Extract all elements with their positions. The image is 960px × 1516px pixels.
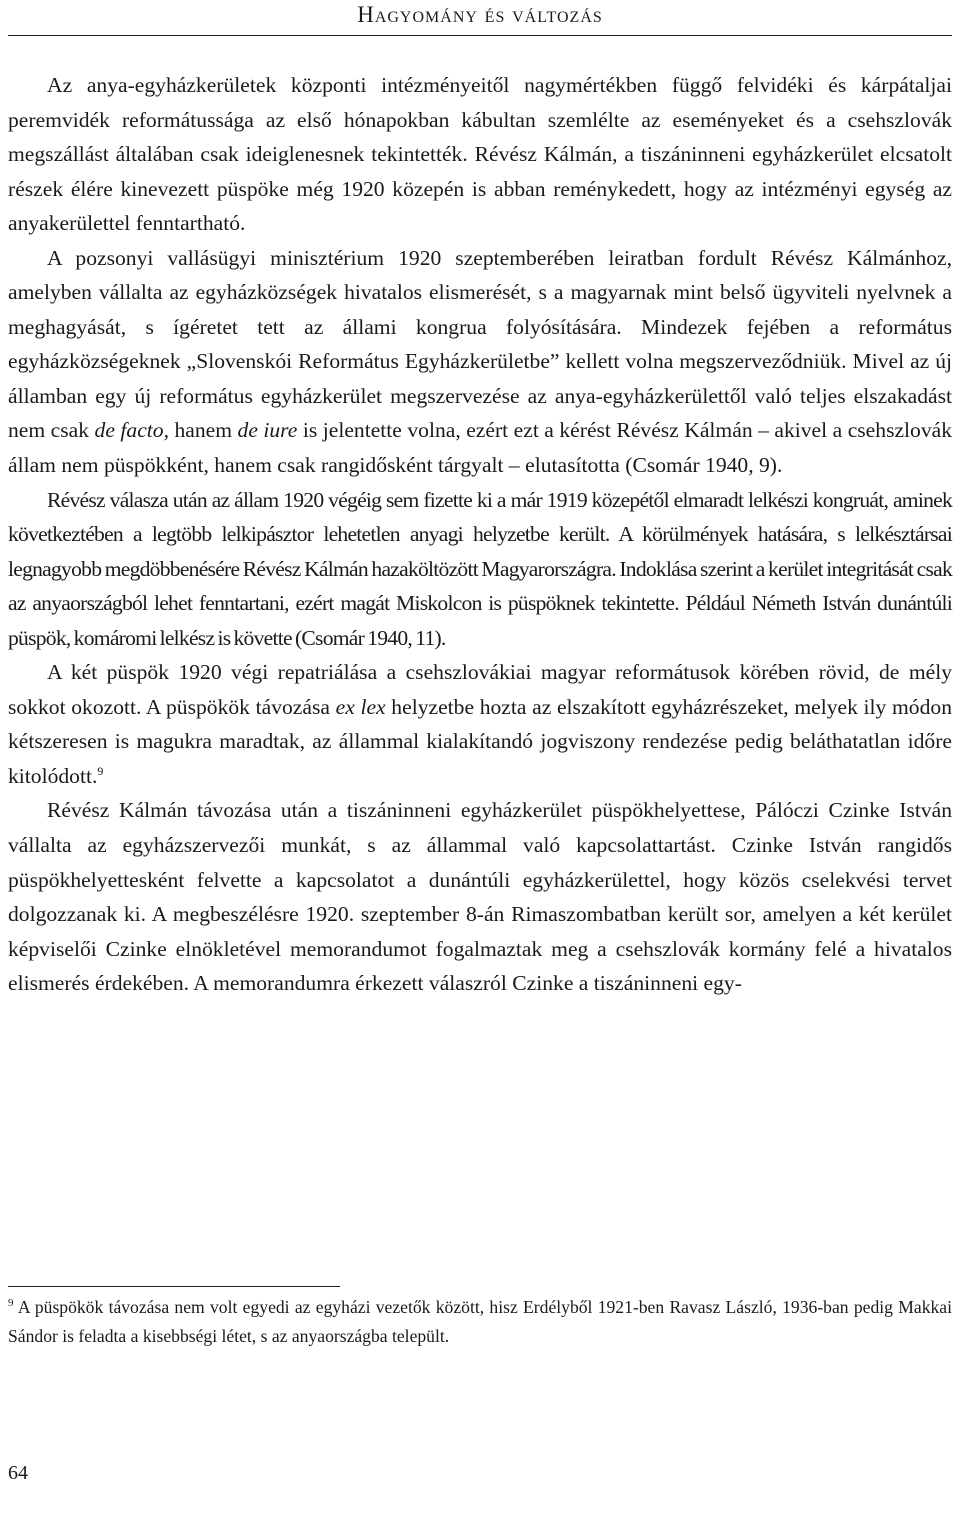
paragraph-3: Révész válasza után az állam 1920 végéig sem fizette ki a már 1919 közepétől elmaradt lelkészi kongruát, aminek következtében a legtöbb lelkipásztor lehetetlen anyagi helyzetbe került. A körülmények hatására, s lelkésztársai legnagyobb megdöbbenésére Révész Kálmán hazaköltözött Magyarországra. Indoklása szerint a kerület integritását csak az anyaországból lehet fenntartani, ezért magát Miskolcon is püspöknek tekintette. Például Németh István dunántúli püspök, komáromi lelkész is követte (Csomár 1940, 11). (8, 487, 952, 650)
italic-de-iure: de iure (237, 418, 298, 443)
paragraph-2-text-b: hanem (168, 418, 238, 443)
paragraph-2-text-a: A pozsonyi vallásügyi minisztérium 1920 szeptemberében leiratban fordult Révész Kálmánhoz, amelyben vállalta az egyházközségek hivatalos elismerését, s a magyarnak mint belső ügyviteli nyelvnek a meghagyását, s ígéretet tett az állami kongrua folyósítására. Mindezek fejében a református egyházközségeknek „Slovenskói Református Egyházkerületbe” kellett volna megszerveződniük. Mivel az új államban egy új református egyházkerület megszervezése az anya-egyházkerülettől való teljes elszakadást nem csak (8, 245, 952, 443)
footnote-text: A püspökök távozása nem volt egyedi az egyházi vezetők között, hisz Erdélyből 1921-ben Ravasz László, 1936-ban pedig Makkai Sándor is feladta a kisebbségi létet, s az anyaországba települt. (8, 1297, 952, 1346)
running-header (8, 0, 952, 36)
footnote-number: 9 (8, 1297, 14, 1309)
footnote-divider (8, 1286, 340, 1287)
page-number: 64 (8, 1462, 28, 1484)
footnote (8, 1293, 952, 1351)
footnote-reference[interactable]: 9 (97, 763, 104, 778)
footnote-9 (8, 1293, 952, 1351)
body-text (8, 68, 952, 1001)
running-header-title: Hagyomány és változás (357, 2, 603, 27)
paragraph-5: Révész Kálmán távozása után a tiszáninneni egyházkerület püspökhelyettese, Pálóczi Czinke István vállalta az egyházszervezői munkát, s az állammal való kapcsolattartást. Czinke István rangidős püspökhelyettesként felvette a kapcsolatot a dunántúli egyházkerülettel, hogy közös cselekvési tervet dolgozzanak ki. A megbeszélésre 1920. szeptember 8-án Rimaszombatban került sor, amelyen a két kerület képviselői Czinke elnökletével memorandumot fogalmaztak meg a csehszlovák kormány felé a hivatalos elismerés érdekében. A memorandumra érkezett válaszról Czinke a tiszáninneni egy- (8, 798, 952, 996)
paragraph-2-text-c: is jelentette volna, ezért ezt a kérést Révész Kálmán – akivel a csehszlovák állam nem püspökként, hanem csak rangidősként tárgyalt – elutasította (Csomár 1940, 9). (8, 418, 953, 478)
italic-ex-lex: ex lex (335, 694, 386, 719)
italic-de-facto: de facto, (94, 418, 169, 443)
paragraph-4-text-a: A két püspök 1920 végi repatriálása a csehszlovákiai magyar reformátusok körében rövid, de mély sokkot okozott. A püspökök távozása (8, 660, 952, 719)
paragraph-1: Az anya-egyházkerületek központi intézményeitől nagymértékben függő felvidéki és kárpátaljai peremvidék reformátussága az első hónapokban kábultan szemlélte az eseményeket és a csehszlovák megszállást általában csak ideiglenesnek tekintették. Révész Kálmán, a tiszáninneni egyházkerület elcsatolt részek élére kinevezett püspöke még 1920 közepén is abban reménykedett, hogy az intézményi egység az anyakerülettel fenntartható. (8, 73, 952, 236)
paragraph-2 (8, 241, 952, 483)
paragraph-4-text-b: helyzetbe hozta az elszakított egyházrészeket, melyek ily módon kétszeresen is magukra maradtak, az állammal kialakítandó jogviszony rendezése pedig beláthatatlan időre kitolódott. (8, 694, 952, 788)
paragraph-4 (8, 655, 952, 793)
